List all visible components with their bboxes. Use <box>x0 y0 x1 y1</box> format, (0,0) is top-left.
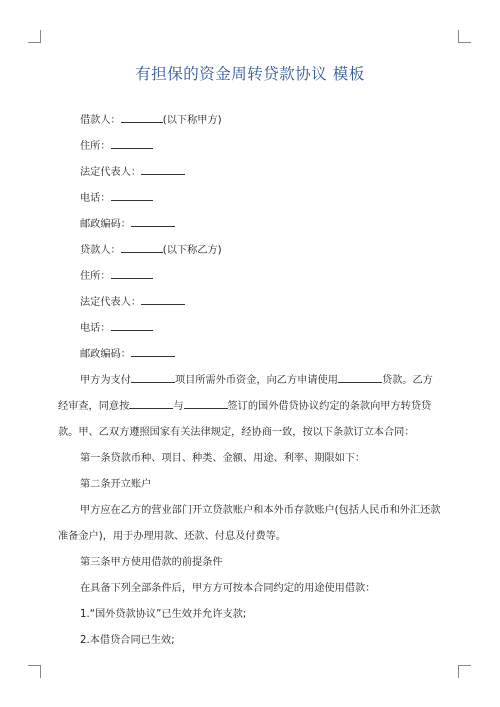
blank-field <box>141 162 185 175</box>
borrower-legal-rep-label: 法定代表人： <box>80 167 142 178</box>
lender-legal-rep-label: 法定代表人： <box>80 297 142 308</box>
intro-text-1: 甲方为支付 <box>80 375 131 386</box>
article-2-heading: 第二条开立账户 <box>80 479 152 490</box>
crop-mark-bottom-right <box>458 665 471 678</box>
borrower-address-line <box>58 134 442 160</box>
borrower-legal-rep-line <box>58 160 442 186</box>
lender-phone-line <box>58 316 442 342</box>
borrower-postcode-line <box>58 212 442 238</box>
article-1-heading: 第一条贷款币种、项目、种类、金额、用途、利率、期限如下： <box>80 453 366 464</box>
borrower-address-label: 住所： <box>80 141 111 152</box>
article-2-body: 甲方应在乙方的营业部门开立贷款账户和本外币存款账户(包括人民币和外汇还款准备金户)，用于办理用款、还款、付息及付费等。 <box>58 505 441 542</box>
lender-legal-rep-line <box>58 290 442 316</box>
lender-phone-label: 电话： <box>80 323 111 334</box>
borrower-name-label: 借款人： <box>80 115 121 126</box>
blank-field <box>131 214 175 227</box>
lender-postcode-line <box>58 342 442 368</box>
blank-field <box>111 188 153 201</box>
blank-field <box>184 396 228 409</box>
crop-mark-top-left <box>28 30 41 43</box>
blank-field <box>111 266 153 279</box>
blank-field <box>111 136 153 149</box>
borrower-postcode-label: 邮政编码： <box>80 219 131 230</box>
blank-field <box>121 240 163 253</box>
blank-field <box>129 396 173 409</box>
crop-mark-bottom-left <box>28 665 41 678</box>
document-body <box>58 108 442 654</box>
blank-field <box>338 370 382 383</box>
blank-field <box>131 344 175 357</box>
article-3-heading: 第三条甲方使用借款的前提条件 <box>80 557 223 568</box>
lender-name-label: 贷款人： <box>80 245 121 256</box>
borrower-name-line <box>58 108 442 134</box>
document-title: 有担保的资金周转贷款协议 模板 <box>135 65 365 83</box>
intro-paragraph <box>58 368 442 446</box>
lender-name-line <box>58 238 442 264</box>
borrower-phone-label: 电话： <box>80 193 111 204</box>
lender-address-line <box>58 264 442 290</box>
crop-mark-top-right <box>458 30 471 43</box>
intro-text-5: 签订的国外借贷协议约定的条款向甲方转贷贷款。甲、乙双方遵照国家有关法律规定，经协商一致，按以下条款订立本合同： <box>58 401 432 438</box>
intro-text-4: 与 <box>173 401 184 412</box>
article-3-body: 在具备下列全部条件后，甲方方可按本合同约定的用途使用借款： <box>80 583 376 594</box>
lender-name-suffix: (以下称乙方) <box>162 245 222 256</box>
blank-field <box>131 370 175 383</box>
intro-text-2: 项目所需外币资金，向乙方申请使用 <box>174 375 338 386</box>
borrower-phone-line <box>58 186 442 212</box>
blank-field <box>111 318 153 331</box>
blank-field <box>141 292 185 305</box>
intro-text-3: 贷款。乙方经审查，同意按 <box>58 375 433 412</box>
lender-address-label: 住所： <box>80 271 111 282</box>
list-item-2: 2.本借贷合同已生效; <box>80 635 175 646</box>
list-item-1: 1.“国外贷款协议”已生效并允许支款; <box>80 609 247 620</box>
borrower-name-suffix: (以下称甲方) <box>162 115 222 126</box>
blank-field <box>121 110 163 123</box>
lender-postcode-label: 邮政编码： <box>80 349 131 360</box>
